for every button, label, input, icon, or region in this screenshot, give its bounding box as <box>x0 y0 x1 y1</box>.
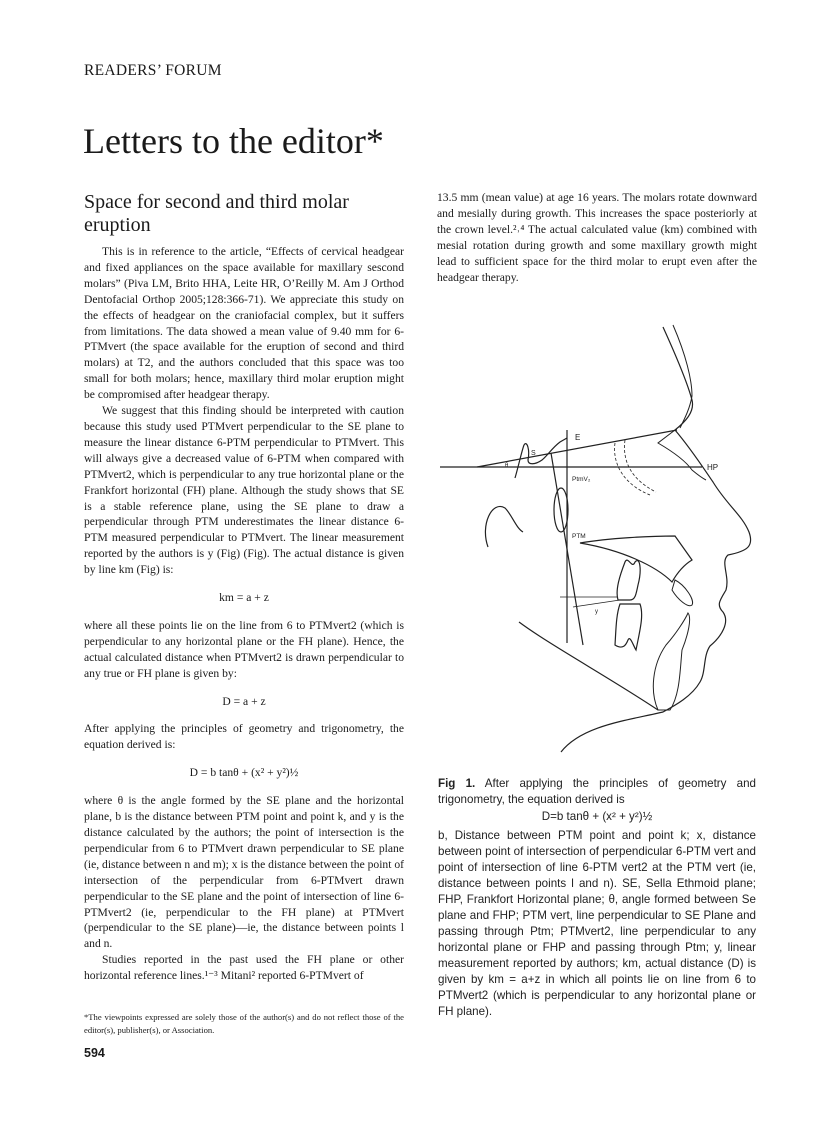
paragraph: where all these points lie on the line from 6 to PTMvert2 (which is perpendicular to any horizontal plane or the FH plane). Hence, the actual calculated distance when PTMvert2 is drawn perpendicular to any true or FH plane is given by: <box>84 618 404 680</box>
label-ptm: PTM <box>572 533 586 540</box>
paragraph: 13.5 mm (mean value) at age 16 years. The molars rotate downward and mesially during growth. This increases the space posteriorly at the crown level.²˒⁴ The actual calculated value (km) combined with mesial rotation during growth and some maxillary growth might lead to sufficient space for the third molar to erupt even after the headgear therapy. <box>437 191 757 284</box>
frontal-process <box>658 430 706 480</box>
label-s: S <box>531 450 536 457</box>
label-theta: θ <box>505 463 509 469</box>
equation-d: D = a + z <box>222 694 266 708</box>
cephalometric-tracing-figure <box>430 300 770 760</box>
left-column <box>84 244 404 984</box>
symphysis <box>653 613 689 710</box>
paragraph: We suggest that this finding should be interpreted with caution because this study used PTMvert perpendicular to the SE plane to measure the linear distance 6-PTM perpendicular to PTMvert. This will always give a decreased value of 6-PTM when compared with PTMvert2, which is perpendicular to any true horizontal plane or the Frankfort horizontal (FH) plane. Although the study shows that SE is a stable reference plane, using the SE plane to draw a perpendicular through PTM underestimates the linear distance 6-PTM measured perpendicular to PTMvert. The linear measurement reported by the authors is y (Fig) (Fig). The actual distance is given by line km (Fig) is: <box>84 404 404 577</box>
paragraph: where θ is the angle formed by the SE plane and the horizontal plane, b is the distance between PTM point and point k, and y is the distance calculated by the authors; the point of intersection is the perpendicular from 6 to PTMvert drawn perpendicular to SE plane (ie, distance between n and m); x is the distance between the point of intersection of the perpendicular from 6-PTMvert drawn perpendicular to the SE plane and the point of intersection of line 6-PTMvert2 (ie, perpendicular to the FH plane) at PTMvert (perpendicular to the SE plane)—ie, the distance between points l and n. <box>84 794 405 951</box>
label-e: E <box>575 433 581 442</box>
caption-label: Fig 1. <box>438 777 476 790</box>
palate <box>580 536 692 582</box>
nasal-bone <box>673 325 692 428</box>
equation-derived: D = b tanθ + (x² + y²)½ <box>189 766 299 780</box>
paragraph: Studies reported in the past used the FH plane or other horizontal reference lines.¹⁻³ Mitani² reported 6-PTMvert of <box>84 953 404 983</box>
lower-molar <box>615 604 642 650</box>
paragraph: This is in reference to the article, “Effects of cervical headgear and fixed appliances on the space available for maxillary sescond molars” (Piva LM, Brito HHA, Leite HR, O’Reilly M. Am J Orthod Dentofacial Orthop 2005;128:366-71). We appreciate this study on the effects of headgear on the craniofacial complex, but it suffers from limitations. The data showed a mean value of 9.40 mm for 6-PTMvert (the space available for the eruption of second and third molars) at T2, and the authors concluded that this space was too small for both molars; hence, maxillary third molar eruption might be compromised after headgear therapy. <box>84 245 404 402</box>
section-label: READERS’ FORUM <box>84 62 222 79</box>
label-hp: HP <box>707 463 719 472</box>
mandible-line <box>519 622 658 710</box>
footnote: *The viewpoints expressed are solely those of the author(s) and do not reflect those of the editor(s), publisher(s), or Association. <box>84 1012 404 1035</box>
label-ptmv2: PtmV₂ <box>572 476 591 483</box>
label-y: y <box>595 609 598 615</box>
upper-molar <box>617 560 640 600</box>
caption-intro: After applying the principles of geometry and trigonometry, the equation derived is <box>438 777 756 806</box>
measure-line-y <box>573 600 620 607</box>
right-column-text <box>437 190 757 285</box>
caption-body: b, Distance between PTM point and point k; x, distance between point of intersection of perpendicular 6-PTM vert and point of intersection of line 6-PTM vert2 at the PTM vert (ie, distance between points l and n). SE, Sella Ethmoid plane; FHP, Frankfort Horizontal plane; θ, angle formed between Se plane and FHP; PTM vert, line perpendicular to SE Plane and passing through Ptm; PTMvert2, line perpendicular to any horizontal plane or FHP and passing through Ptm; y, linear measurement reported by authors; km, actual distance (D) is given by km = a+z in which all points lie on line from 6 to PTMvert2 (which is perpendicular to any horizontal plane or FH plane). <box>438 829 756 1018</box>
caption-equation: D=b tanθ + (x² + y²)½ <box>541 810 653 823</box>
ear-outline <box>485 506 523 547</box>
incisor <box>672 580 693 606</box>
equation-km: km = a + z <box>219 591 269 605</box>
figure-caption <box>438 776 756 1020</box>
letter-heading: Space for second and third molar eruption <box>84 191 349 236</box>
page-number: 594 <box>84 1046 105 1060</box>
paragraph: After applying the principles of geometry and trigonometry, the equation derived is: <box>84 722 404 752</box>
page-title: Letters to the editor* <box>83 121 384 161</box>
face-profile <box>561 327 751 752</box>
